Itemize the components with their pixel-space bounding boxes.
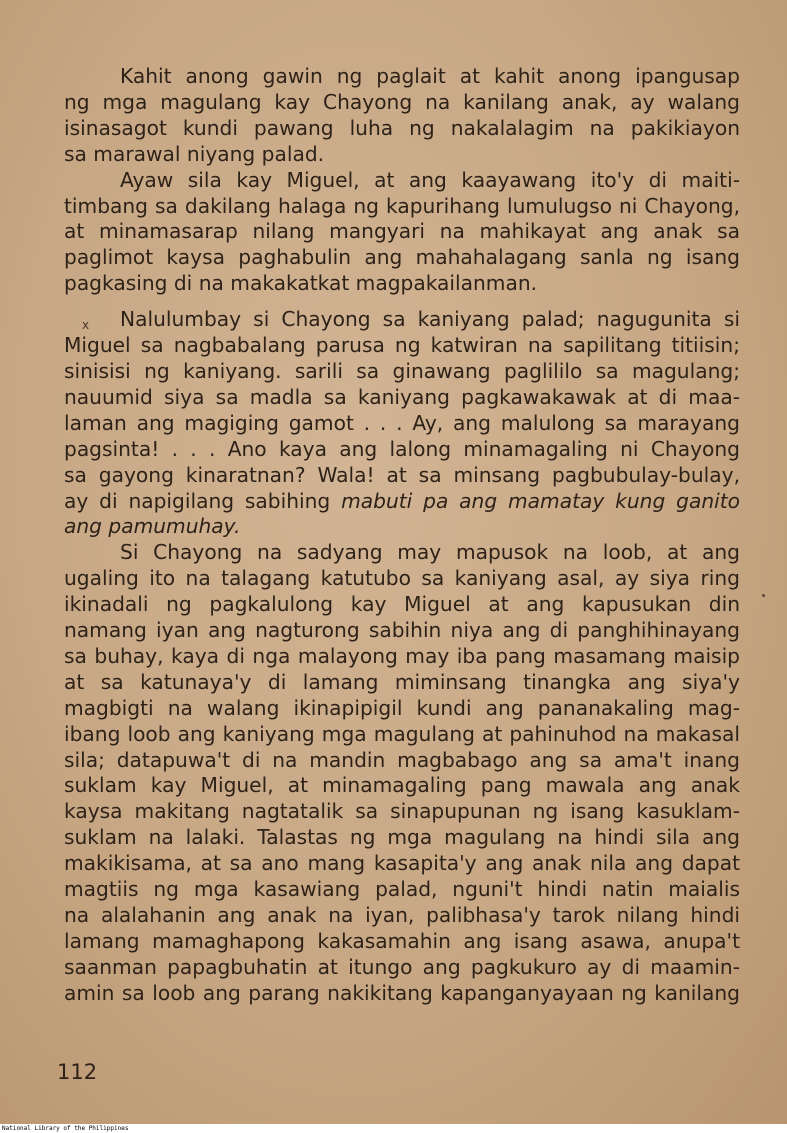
text-line: magbigti na walang ikinapipigil kundi ang pananakaling mag- — [64, 695, 740, 720]
text-line: suklam na lalaki. Talastas ng mga magulang na hindi sila ang — [64, 825, 740, 850]
text-line: amin sa loob ang parang nakikitang kapanganyayaan ng kanilang — [64, 980, 740, 1005]
text-line: magtiis ng mga kasawiang palad, nguni't hindi natin maialis — [64, 877, 740, 902]
text-line: ugaling ito na talagang katutubo sa kaniyang asal, ay siya ring — [64, 566, 740, 591]
text-line: sila; datapuwa't di na mandin magbabago ang sa ama't inang — [64, 747, 740, 772]
margin-mark: x — [82, 318, 90, 332]
text-line: ng mga magulang kay Chayong na kanilang anak, ay walang — [64, 89, 740, 114]
text-line: sinisisi ng kaniyang. sarili sa ginawang paglililo sa magulang; — [64, 358, 740, 383]
paragraph-4 — [64, 540, 740, 1006]
text-line: Si Chayong na sadyang may mapusok na loob, at ang — [120, 540, 740, 565]
text-line: timbang sa dakilang halaga ng kapurihang lumulugso ni Chayong, — [64, 193, 740, 218]
text-line-mixed — [64, 489, 740, 515]
text-line: sa marawal niyang palad. — [64, 141, 325, 166]
body-text — [64, 64, 740, 1007]
text-line: isinasagot kundi pawang luha ng nakalalagim na pakikiayon — [64, 115, 740, 140]
library-footer: National Library of the Philippines — [2, 1125, 129, 1132]
text-line: at minamasarap nilang mangyari na mahikayat ang anak sa — [64, 219, 740, 244]
text-line: Miguel sa nagbabalang parusa ng katwiran na sapilitang titiisin; — [64, 333, 740, 358]
text-line: Ayaw sila kay Miguel, at ang kaayawang ito'y di maiti- — [120, 167, 740, 192]
italic-quote: mabuti pa ang mamatay kung ganito — [341, 488, 740, 513]
text-line: kaysa makitang nagtatalik sa sinapupunan ng isang kasuklam- — [64, 799, 740, 824]
text-line: na alalahanin ang anak na iyan, palibhasa'y tarok nilang hindi — [64, 903, 740, 927]
italic-quote-end: ang pamumuhay. — [64, 514, 241, 539]
text-line: sa gayong kinaratnan? Wala! at sa minsang pagbubulay-bulay, — [64, 462, 740, 487]
text-run: ay di napigilang sabihing — [64, 488, 331, 513]
text-line: nauumid siya sa madla sa kaniyang pagkawakawak at di maa- — [64, 384, 740, 409]
text-line: laman ang magiging gamot . . . Ay, ang malulong sa marayang — [64, 410, 740, 435]
text-line: paglimot kaysa paghabulin ang mahahalagang sanla ng isang — [64, 245, 740, 270]
text-line: at sa katunaya'y di lamang miminsang tinangka ang siya'y — [64, 669, 740, 694]
text-line: ikinadali ng pagkalulong kay Miguel at ang kapusukan din — [64, 592, 740, 617]
text-line: namang iyan ang nagturong sabihin niya ang di panghihinayang — [64, 618, 740, 643]
page-number: 112 — [57, 1060, 98, 1084]
paragraph-1 — [64, 64, 740, 168]
text-line: saanman papagbuhatin at itungo ang pagkukuro ay di maamin- — [64, 954, 740, 979]
text-line: makikisama, at sa ano mang kasapita'y ang anak nila ang dapat — [64, 851, 740, 876]
text-line: pagkasing di na makakatkat magpakailanman. — [64, 271, 538, 296]
text-line: ibang loob ang kaniyang mga magulang at pahinuhod na makasal — [64, 721, 740, 746]
text-line: suklam kay Miguel, at minamagaling pang mawala ang anak — [64, 773, 740, 798]
text-line: lamang mamaghapong kakasamahin ang isang asawa, anupa't — [64, 928, 740, 953]
paragraph-3 — [64, 307, 740, 540]
text-line: sa buhay, kaya di nga malayong may iba pang masamang maisip — [64, 643, 740, 668]
text-line: Nalulumbay si Chayong sa kaniyang palad; nagugunita si — [120, 307, 740, 332]
ink-speck — [762, 594, 765, 597]
text-line: Kahit anong gawin ng paglait at kahit anong ipangusap — [120, 64, 740, 88]
paragraph-2 — [64, 168, 740, 298]
text-line: pagsinta! . . . Ano kaya ang lalong minamagaling ni Chayong — [64, 436, 740, 461]
